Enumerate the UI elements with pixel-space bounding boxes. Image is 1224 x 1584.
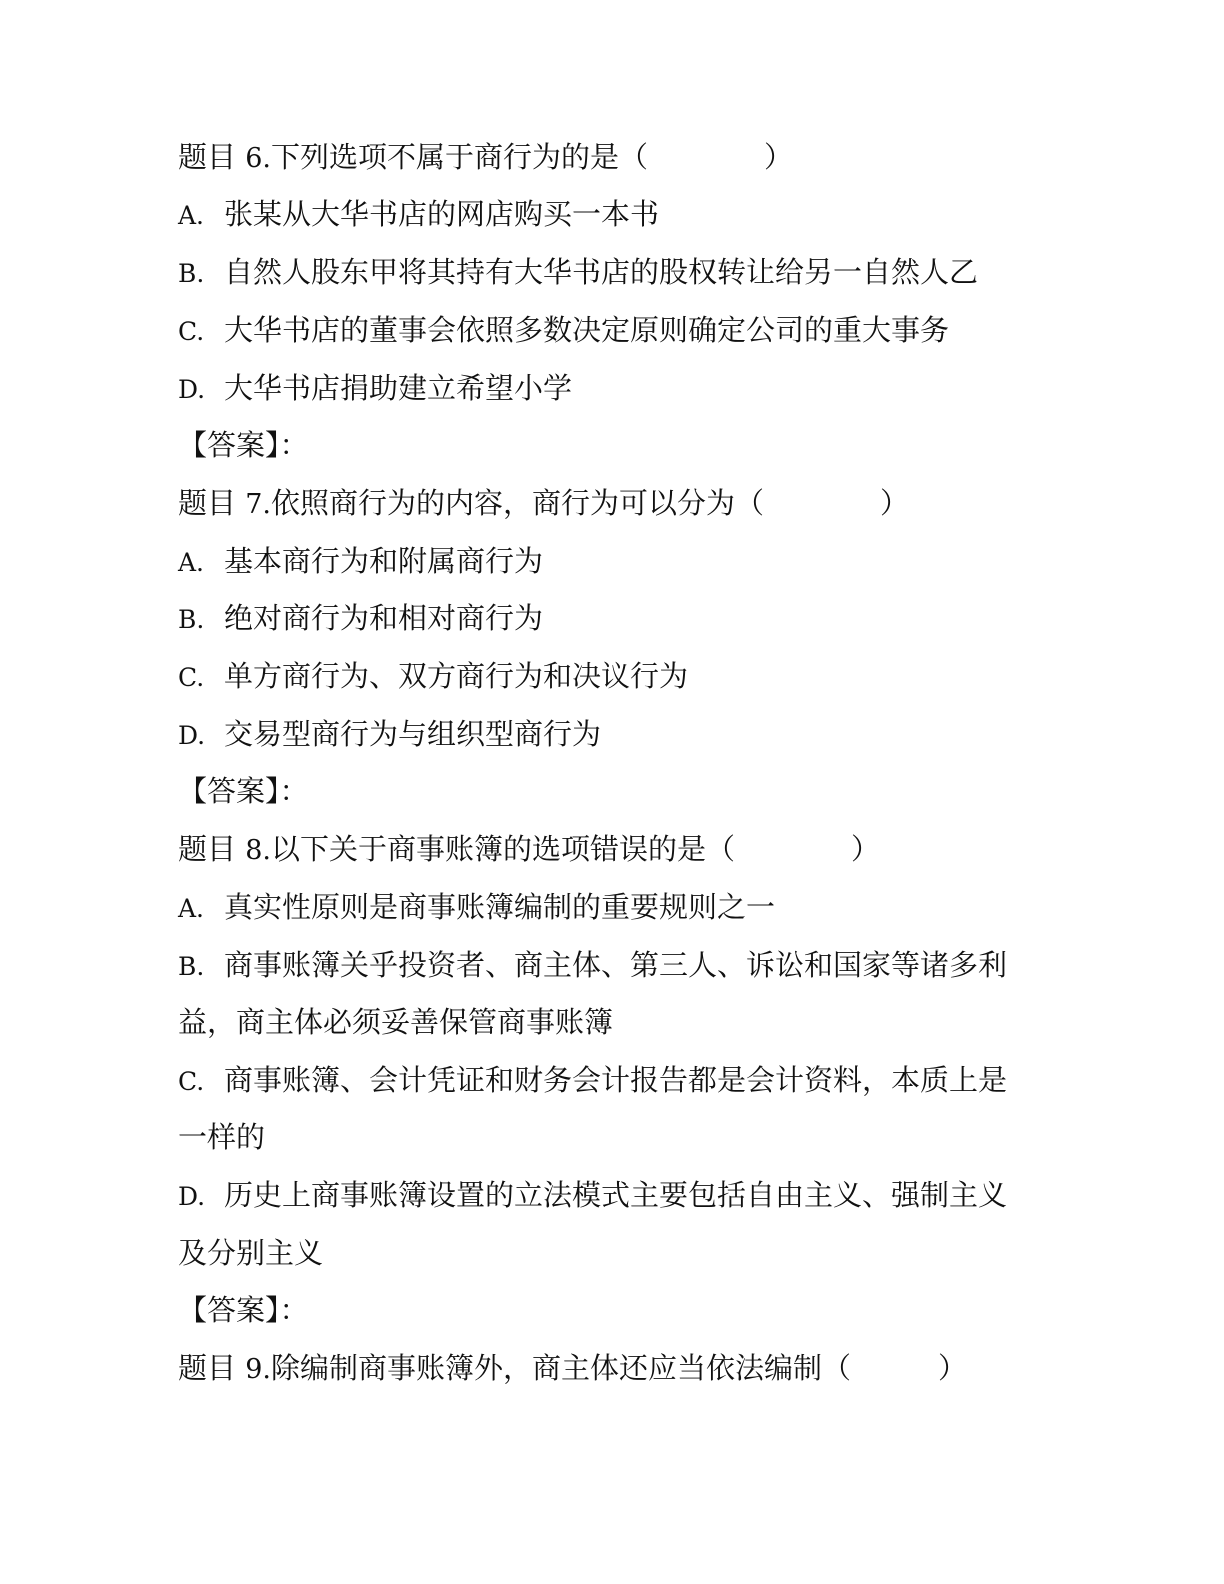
option-letter: D. bbox=[178, 1182, 206, 1211]
question-number: 6. bbox=[245, 143, 271, 174]
question-label: 题目 bbox=[178, 1351, 237, 1385]
question-6-option-b bbox=[178, 252, 1058, 294]
option-text: 自然人股东甲将其持有大华书店的股权转让给另一自然人乙 bbox=[224, 255, 979, 289]
option-letter: B. bbox=[178, 259, 205, 288]
question-6-answer: 【答案】： bbox=[178, 428, 309, 462]
option-letter: A. bbox=[178, 201, 205, 230]
question-7-stem bbox=[178, 483, 1058, 525]
question-8-stem bbox=[178, 829, 1058, 871]
option-text: 商事账簿、会计凭证和财务会计报告都是会计资料，本质上是 bbox=[224, 1063, 1008, 1097]
question-8-option-b-continued: 益，商主体必须妥善保管商事账簿 bbox=[178, 1005, 614, 1039]
option-text: 真实性原则是商事账簿编制的重要规则之一 bbox=[224, 890, 776, 924]
question-8-option-d bbox=[178, 1175, 1058, 1217]
question-number: 8. bbox=[245, 835, 271, 866]
question-7-option-c bbox=[178, 656, 1058, 698]
question-9-stem bbox=[178, 1348, 1058, 1390]
question-6-option-d bbox=[178, 368, 1058, 410]
option-letter: B. bbox=[178, 605, 205, 634]
option-letter: D. bbox=[178, 375, 206, 404]
option-letter: A. bbox=[178, 548, 205, 577]
question-text: 除编制商事账簿外，商主体还应当依法编制（ ） bbox=[271, 1351, 968, 1385]
option-text: 商事账簿关乎投资者、商主体、第三人、诉讼和国家等诸多利 bbox=[224, 948, 1008, 982]
question-6-option-a bbox=[178, 194, 1058, 236]
question-8-answer: 【答案】： bbox=[178, 1293, 309, 1327]
option-letter: C. bbox=[178, 1067, 205, 1096]
question-7-option-a bbox=[178, 541, 1058, 583]
question-label: 题目 bbox=[178, 832, 237, 866]
option-letter: C. bbox=[178, 663, 205, 692]
option-text: 大华书店捐助建立希望小学 bbox=[224, 371, 573, 405]
question-7-option-d bbox=[178, 714, 1058, 756]
question-text: 依照商行为的内容，商行为可以分为（ ） bbox=[271, 486, 910, 520]
question-text: 下列选项不属于商行为的是（ ） bbox=[271, 140, 794, 174]
option-letter: C. bbox=[178, 317, 205, 346]
question-8-option-c-continued: 一样的 bbox=[178, 1120, 266, 1154]
option-text: 基本商行为和附属商行为 bbox=[224, 544, 544, 578]
question-8-option-a bbox=[178, 887, 1058, 929]
option-letter: B. bbox=[178, 952, 205, 981]
option-text: 张某从大华书店的网店购买一本书 bbox=[224, 197, 660, 231]
question-number: 7. bbox=[245, 489, 271, 520]
option-text: 大华书店的董事会依照多数决定原则确定公司的重大事务 bbox=[224, 313, 950, 347]
option-letter: D. bbox=[178, 721, 206, 750]
question-8-option-c bbox=[178, 1060, 1058, 1102]
question-label: 题目 bbox=[178, 140, 237, 174]
question-6-option-c bbox=[178, 310, 1058, 352]
question-number: 9. bbox=[245, 1354, 271, 1385]
question-label: 题目 bbox=[178, 486, 237, 520]
option-text: 历史上商事账簿设置的立法模式主要包括自由主义、强制主义 bbox=[224, 1178, 1008, 1212]
question-6-stem bbox=[178, 137, 1058, 179]
question-text: 以下关于商事账簿的选项错误的是（ ） bbox=[271, 832, 881, 866]
option-letter: A. bbox=[178, 894, 205, 923]
question-8-option-b bbox=[178, 945, 1058, 987]
question-8-option-d-continued: 及分别主义 bbox=[178, 1236, 324, 1270]
question-7-option-b bbox=[178, 598, 1058, 640]
option-text: 交易型商行为与组织型商行为 bbox=[224, 717, 602, 751]
question-7-answer: 【答案】： bbox=[178, 774, 309, 808]
option-text: 单方商行为、双方商行为和决议行为 bbox=[224, 659, 689, 693]
option-text: 绝对商行为和相对商行为 bbox=[224, 601, 544, 635]
